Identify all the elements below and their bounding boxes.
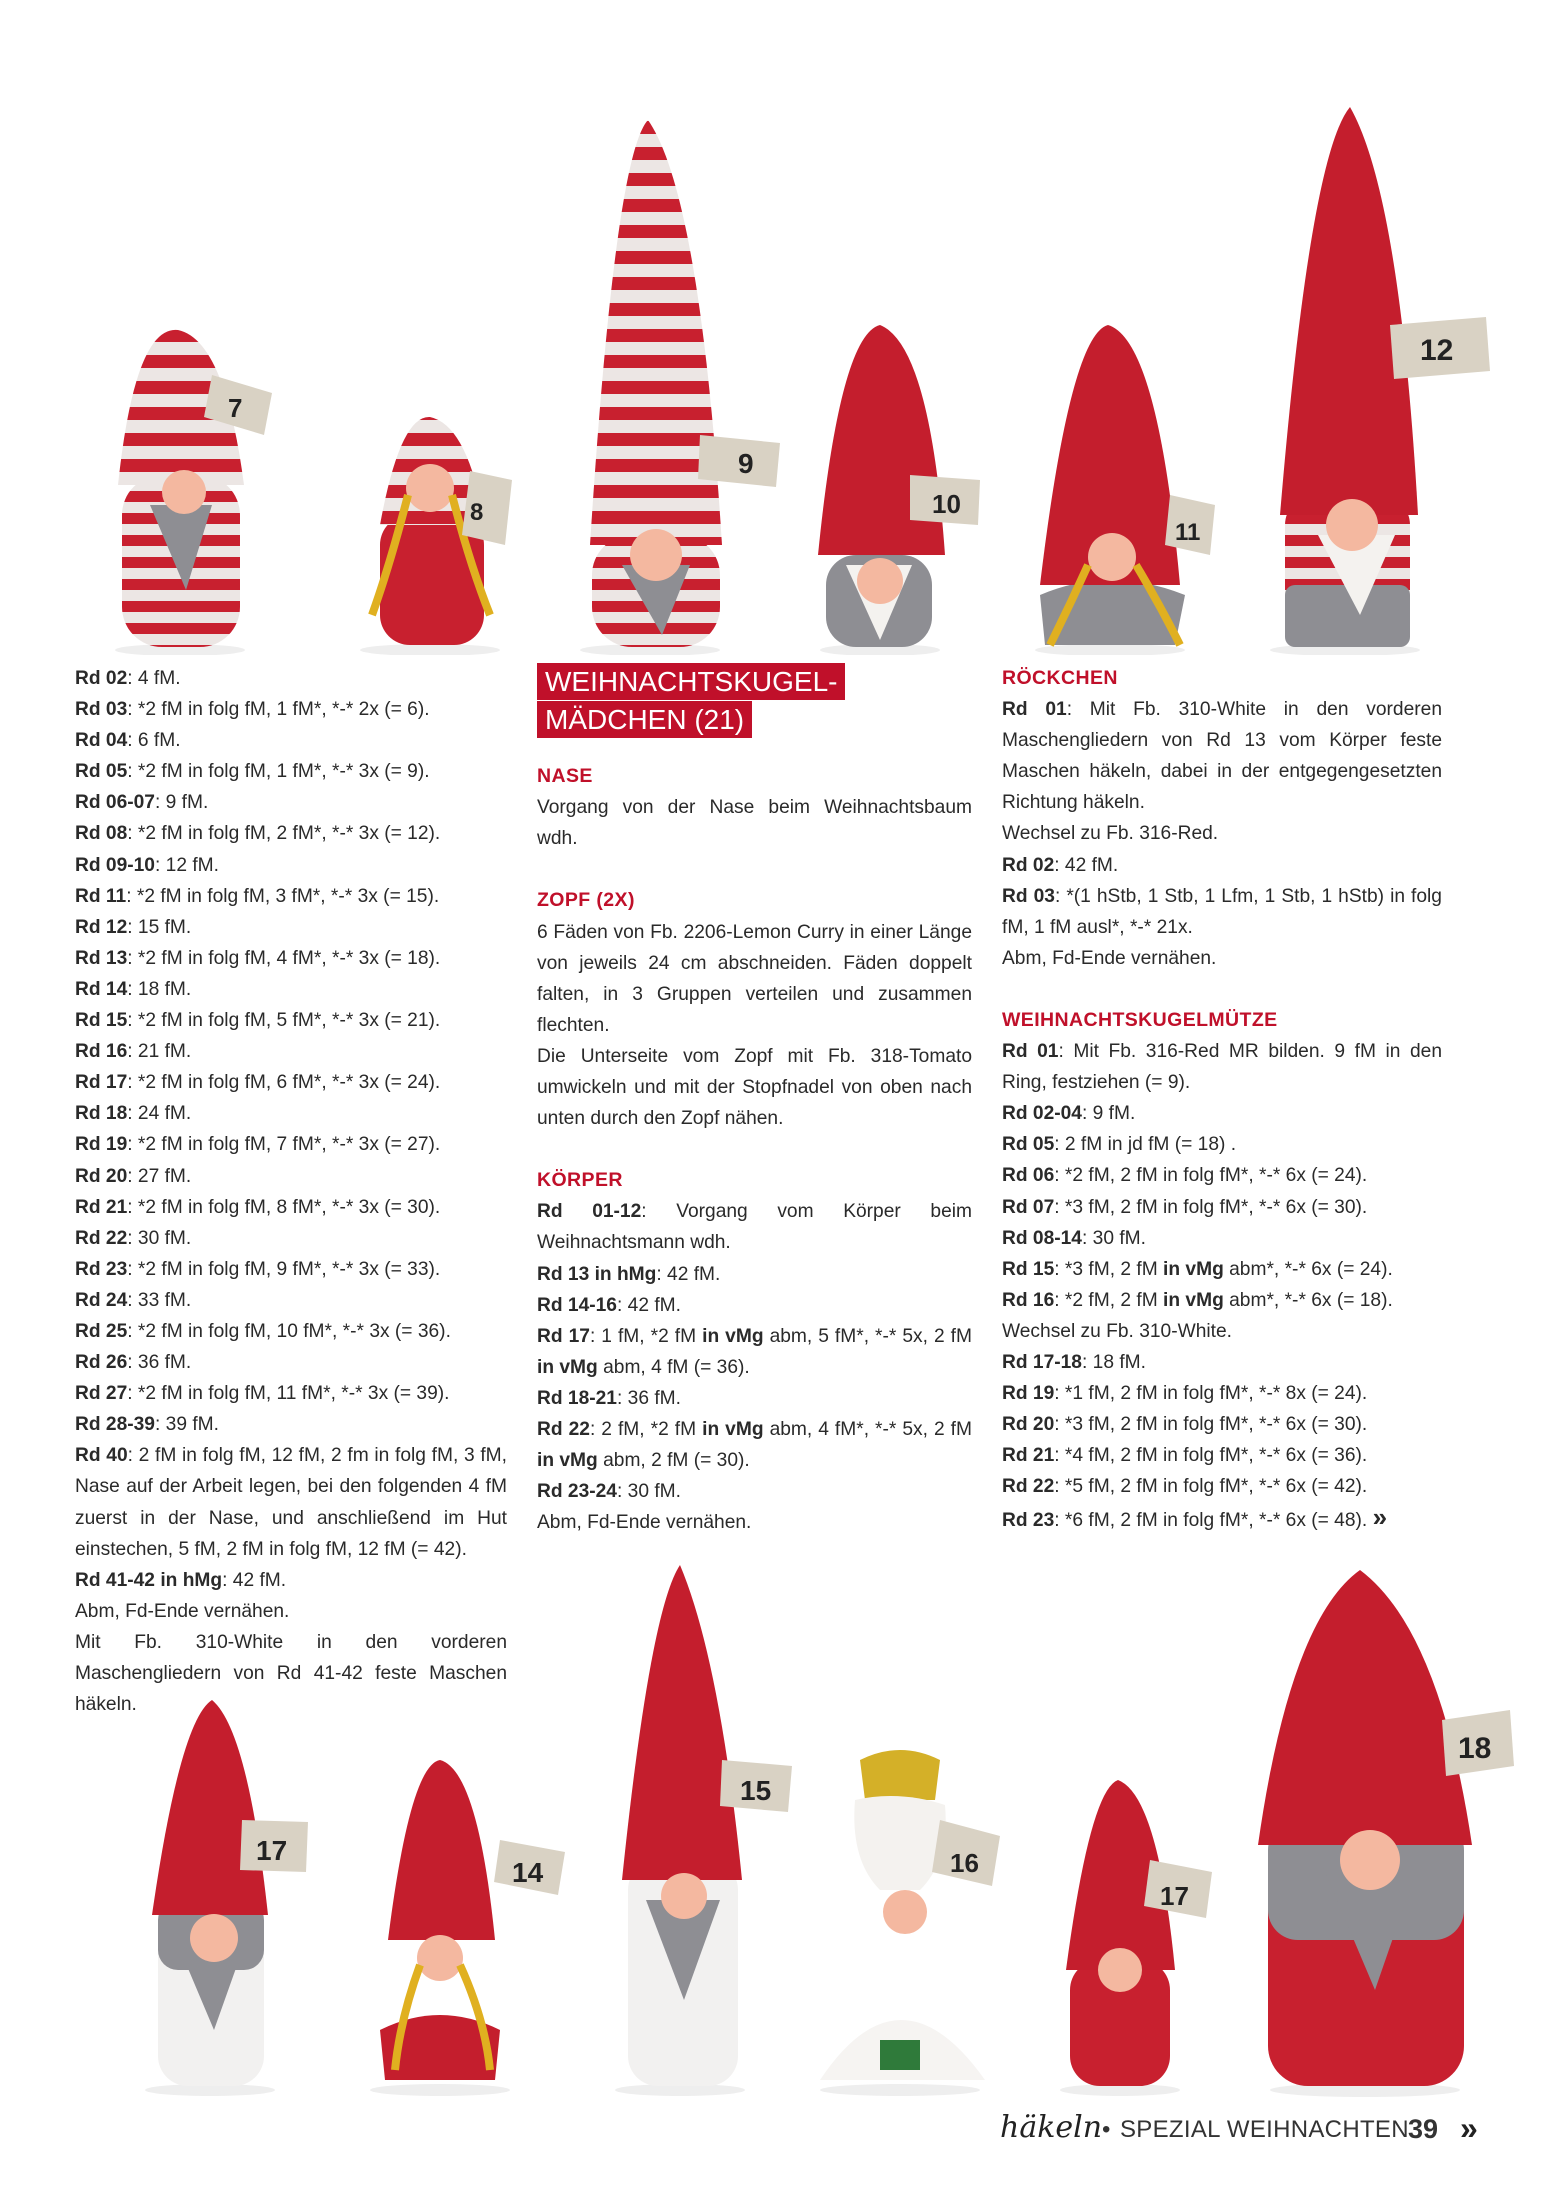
heading-zopf: ZOPF (2X) [537,889,635,912]
tag-text-8: 8 [470,499,484,526]
row-line: Rd 17: *2 fM in folg fM, 6 fM*, *-* 3x (= 24). [75,1072,441,1094]
heading-nase: NASE [537,765,593,788]
finish-note: Abm, Fd-Ende vernähen. [75,1600,290,1622]
row-line: Rd 02: 4 fM. [75,668,181,689]
banner-line-2: MÄDCHEN (21) [537,701,752,738]
rock-finish: Abm, Fd-Ende vernähen. [1002,947,1217,969]
row-line: Rd 18: 24 fM. [75,1103,192,1125]
gnome-8 [360,417,512,655]
footer-separator: • [1102,2116,1111,2143]
gnome-12 [1270,107,1490,655]
gnome-17b [1060,1780,1212,2096]
koerper-row-22: Rd 22: 2 fM, *2 fM in vMg abm, 4 fM*, *-* 5x, 2 fM in vMg abm, 2 fM (= 30). [537,1418,972,1472]
rock-color-change: Wechsel zu Fb. 316-Red. [1002,823,1219,845]
row-line: Rd 24: 33 fM. [75,1289,192,1311]
row-line: Rd 27: *2 fM in folg fM, 11 fM*, *-* 3x (= 39). [75,1383,450,1405]
row-line: Rd 04: 6 fM. [75,730,181,752]
tag-text-12: 12 [1420,334,1454,367]
row-line: Rd 07: *3 fM, 2 fM in folg fM*, *-* 6x (= 30). [1002,1196,1368,1218]
muetze-rows-b [1002,1347,1442,1502]
tag-text-9: 9 [738,448,754,479]
row-40: Rd 40: 2 fM in folg fM, 12 fM, 2 fm in folg fM, 3 fM, Nase auf der Arbeit legen, bei den folgenden 4 fM zuerst in der Nase, und anschließend im Hut einstechen, 5 fM, 2 fM in folg fM, 12 fM (= 42). [75,1445,507,1560]
row-line: Rd 20: 27 fM. [75,1165,192,1187]
row-list-left [75,663,507,1440]
row-line: Rd 15: *2 fM in folg fM, 5 fM*, *-* 3x (= 21). [75,1010,441,1032]
rock-row-01: Rd 01: Mit Fb. 310-White in den vorderen Maschengliedern von Rd 13 vom Körper feste Maschen häkeln, dabei in der entgegengesetzten Richtung häkeln. [1002,699,1442,814]
row-line: Rd 23: *2 fM in folg fM, 9 fM*, *-* 3x (= 33). [75,1258,441,1280]
row-line: Rd 28-39: 39 fM. [75,1414,219,1436]
gnome-row-top [0,95,1550,655]
koerper-row-01-12: Rd 01-12: Vorgang vom Körper beim Weihnachtsmann wdh. [537,1201,972,1254]
gnome-18 [1258,1570,1514,2097]
continue-arrow[interactable]: » [1372,1502,1388,1533]
row-41-42: Rd 41-42 in hMg: 42 fM. [75,1569,287,1591]
section-banner [537,663,972,739]
tag-text-17a: 17 [256,1835,288,1866]
row-line: Rd 08: *2 fM in folg fM, 2 fM*, *-* 3x (= 12). [75,823,441,845]
koerper-row-18-21: Rd 18-21: 36 fM. [537,1387,681,1409]
tag-text-16: 16 [950,1848,979,1878]
gnome-7 [115,330,272,655]
next-page-arrow[interactable]: » [1460,2110,1478,2146]
gnome-row-bottom [0,1560,1550,2100]
tag-text-18: 18 [1458,1732,1492,1765]
page-footer [1000,2110,1520,2154]
row-line: Rd 03: *2 fM in folg fM, 1 fM*, *-* 2x (= 6). [75,699,430,721]
muetze-row-16: Rd 16: *2 fM, 2 fM in vMg abm*, *-* 6x (= 18). [1002,1289,1393,1311]
muetze-row-15: Rd 15: *3 fM, 2 fM in vMg abm*, *-* 6x (= 24). [1002,1258,1393,1280]
row-line: Rd 05: *2 fM in folg fM, 1 fM*, *-* 3x (= 9). [75,761,430,783]
row-line: Rd 16: 21 fM. [75,1041,192,1063]
row-line: Rd 09-10: 12 fM. [75,854,219,876]
koerper-row-17: Rd 17: 1 fM, *2 fM in vMg abm, 5 fM*, *-* 5x, 2 fM in vMg abm, 4 fM (= 36). [537,1325,972,1378]
banner-line-1: WEIHNACHTSKUGEL- [537,663,845,700]
row-line: Rd 26: 36 fM. [75,1352,192,1374]
heading-muetze: WEIHNACHTSKUGELMÜTZE [1002,1008,1278,1031]
row-line: Rd 21: *4 fM, 2 fM in folg fM*, *-* 6x (= 36). [1002,1445,1368,1467]
muetze-color-change: Wechsel zu Fb. 310-White. [1002,1320,1232,1342]
gnome-photo-bottom [0,1560,1550,2100]
row-line: Rd 14: 18 fM. [75,978,192,1000]
row-line: Rd 22: *5 fM, 2 fM in folg fM*, *-* 6x (= 42). [1002,1476,1368,1498]
gnome-10 [818,325,980,655]
page-number: 39 [1408,2114,1439,2144]
nase-text: Vorgang von der Nase beim Weihnachtsbaum wdh. [537,797,972,850]
rock-row-03: Rd 03: *(1 hStb, 1 Stb, 1 Lfm, 1 Stb, 1 hStb) in folg fM, 1 fM ausl*, *-* 21x. [1002,885,1442,938]
rock-row-02: Rd 02: 42 fM. [1002,854,1119,876]
row-line: Rd 21: *2 fM in folg fM, 8 fM*, *-* 3x (= 30). [75,1196,441,1218]
koerper-finish: Abm, Fd-Ende vernähen. [537,1512,752,1534]
row-line: Rd 17-18: 18 fM. [1002,1351,1146,1373]
koerper-row-14-16: Rd 14-16: 42 fM. [537,1294,681,1316]
row-line: Rd 22: 30 fM. [75,1227,192,1249]
heading-roeckchen: RÖCKCHEN [1002,667,1118,689]
row-line: Rd 05: 2 fM in jd fM (= 18) . [1002,1134,1237,1156]
zopf-text-2: Die Unterseite vom Zopf mit Fb. 318-Tomato umwickeln und mit der Stopfnadel von oben nach unten durch den Zopf nähen. [537,1045,972,1130]
gnome-11 [1035,325,1215,655]
gnome-14 [370,1760,565,2096]
instructions-middle-column [537,663,972,1538]
magazine-logo: häkeln [1000,2110,1103,2145]
row-line: Rd 19: *2 fM in folg fM, 7 fM*, *-* 3x (= 27). [75,1134,441,1156]
tag-text-7: 7 [228,393,243,423]
gnome-photo-top [0,95,1550,655]
heading-koerper: KÖRPER [537,1169,623,1192]
koerper-row-13: Rd 13 in hMg: 42 fM. [537,1263,721,1285]
gnome-9 [580,120,780,655]
tag-text-11: 11 [1175,519,1201,546]
row-line: Rd 08-14: 30 fM. [1002,1227,1146,1249]
gnome-16 [820,1750,1000,2096]
row-line: Rd 12: 15 fM. [75,916,192,938]
row-line: Rd 20: *3 fM, 2 fM in folg fM*, *-* 6x (= 30). [1002,1414,1368,1436]
row-line: Rd 25: *2 fM in folg fM, 10 fM*, *-* 3x (= 36). [75,1320,451,1342]
koerper-row-23-24: Rd 23-24: 30 fM. [537,1481,681,1503]
tag-text-14: 14 [512,1857,544,1888]
tag-text-15: 15 [740,1775,772,1806]
muetze-row-23: Rd 23: *6 fM, 2 fM in folg fM*, *-* 6x (= 48). » [1002,1502,1388,1533]
white-edge-note: Mit Fb. 310-White in den vorderen Maschengliedern von Rd 41-42 feste Maschen häkeln. [75,1631,507,1716]
row-line: Rd 13: *2 fM in folg fM, 4 fM*, *-* 3x (= 18). [75,947,441,969]
row-line: Rd 02-04: 9 fM. [1002,1103,1136,1125]
muetze-rows-a [1002,1098,1442,1253]
row-line: Rd 06-07: 9 fM. [75,792,209,814]
tag-text-10: 10 [932,489,961,519]
row-line: Rd 11: *2 fM in folg fM, 3 fM*, *-* 3x (= 15). [75,885,440,907]
row-line: Rd 06: *2 fM, 2 fM in folg fM*, *-* 6x (= 24). [1002,1165,1368,1187]
zopf-text-1: 6 Fäden von Fb. 2206-Lemon Curry in einer Länge von jeweils 24 cm abschneiden. Fäden doppelt falten, in 3 Gruppen verteilen und zusammen flechten. [537,921,972,1036]
row-line: Rd 19: *1 fM, 2 fM in folg fM*, *-* 8x (= 24). [1002,1383,1368,1405]
tag-text-17b: 17 [1160,1881,1189,1911]
section-title: SPEZIAL WEIHNACHTEN [1120,2116,1409,2143]
gnome-17a [145,1700,308,2096]
instructions-right-column [1002,663,1442,1537]
muetze-row-01: Rd 01: Mit Fb. 316-Red MR bilden. 9 fM in den Ring, festziehen (= 9). [1002,1041,1442,1094]
gnome-15 [615,1565,792,2096]
